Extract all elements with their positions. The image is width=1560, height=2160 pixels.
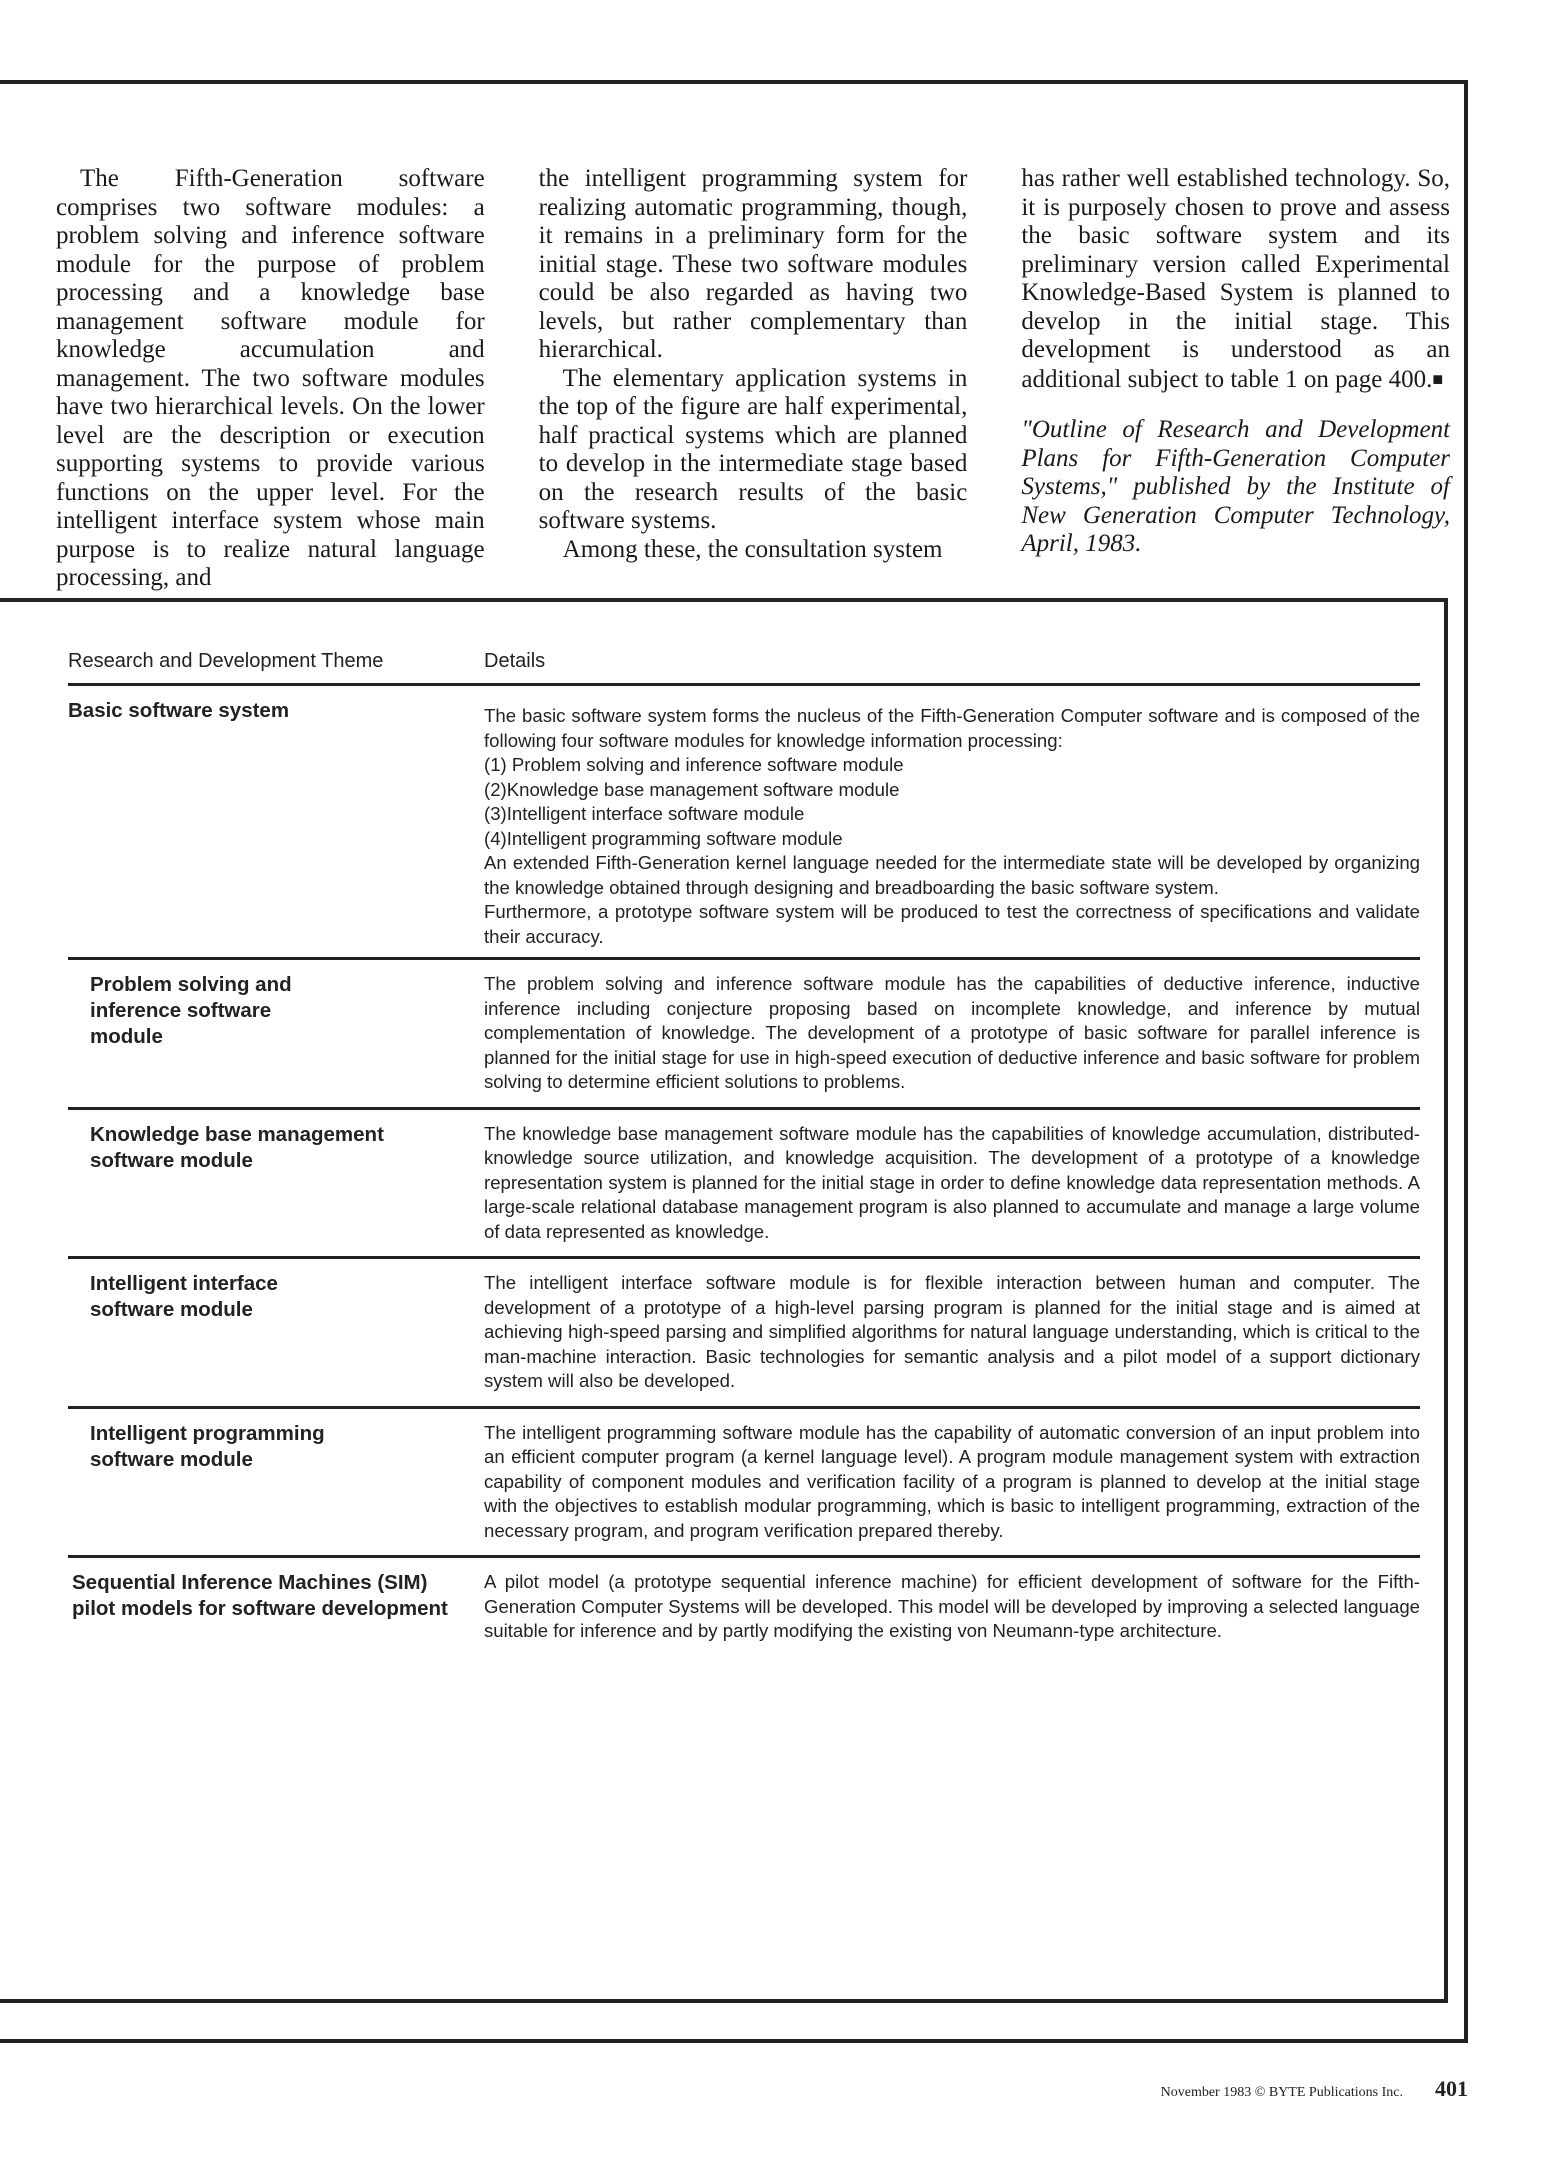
theme-cell: Problem solving and inference software module bbox=[90, 973, 292, 1048]
header-theme: Research and Development Theme bbox=[68, 650, 384, 672]
footer-credit: November 1983 © BYTE Publications Inc. bbox=[1160, 2085, 1403, 2100]
article-column-2 bbox=[539, 165, 968, 585]
theme-cell: Sequential Inference Machines (SIM) pilot models for software development bbox=[72, 1571, 448, 1620]
details-cell: The intelligent programming software module has the capability of automatic conversion of an input problem into an efficient computer program (a kernel language level). A program module management system with extraction capability of component modules and verification facility of a program is planned to develop at the initial stage with the objectives to establish modular programming, which is basic to intelligent programming, extraction of the necessary program, and program verification prepared thereby. bbox=[484, 1421, 1420, 1541]
article-paragraph bbox=[1021, 165, 1450, 394]
theme-cell: Intelligent programming software module bbox=[90, 1421, 325, 1471]
theme-cell: Knowledge base management software module bbox=[90, 1122, 384, 1172]
article-body bbox=[56, 165, 1451, 591]
header-details: Details bbox=[484, 650, 546, 672]
page-footer bbox=[1161, 2076, 1468, 2102]
table-header-row bbox=[68, 650, 1420, 686]
detail-line: (4)Intelligent programming software module bbox=[484, 827, 843, 849]
detail-line: An extended Fifth-Generation kernel language needed for the intermediate state will be developed by organizing the knowledge obtained through designing and breadboarding the basic software system. bbox=[484, 852, 1420, 898]
article-paragraph: The Fifth-Generation software comprises two software modules: a problem solving and inference software module for the purpose of problem processing and a knowledge base management software module for knowledge accumulation and management. The two software modules have two hierarchical levels. On the lower level are the description or execution supporting systems to provide various functions on the upper level. For the intelligent interface system whose main purpose is to realize natural language processing, and bbox=[56, 165, 485, 591]
article-paragraph: the intelligent programming system for realizing automatic programming, though, it remains in a preliminary form for the initial stage. These two software modules could be also regarded as having two levels, but rather complementary than hierarchical. bbox=[538, 165, 968, 363]
detail-line: Furthermore, a prototype software system will be produced to test the correctness of specifications and validate their accuracy. bbox=[484, 901, 1420, 947]
end-of-article-mark: ■ bbox=[1432, 368, 1444, 389]
details-cell: The intelligent interface software module is for flexible interaction between human and computer. The development of a prototype of a high-level parsing program is planned for the initial stage and is aimed at achieving high-speed parsing and simplified algorithms for natural language understanding, which is critical to the man-machine interaction. Basic technologies for semantic analysis and a pilot model of a support dictionary system will also be developed. bbox=[484, 1272, 1420, 1391]
table-row bbox=[68, 1558, 1420, 1656]
theme-cell: Intelligent interface software module bbox=[90, 1272, 278, 1321]
article-column-3 bbox=[1021, 165, 1450, 585]
detail-line: (1) Problem solving and inference software module bbox=[484, 754, 904, 775]
details-cell bbox=[484, 698, 1420, 949]
details-cell: A pilot model (a prototype sequential inference machine) for efficient development of software for the Fifth-Generation Computer Systems will be developed. This model will be developed by improving a selected language suitable for inference and by partly modifying the existing von Neumann-type architecture. bbox=[484, 1571, 1420, 1641]
table-row bbox=[68, 1259, 1420, 1409]
table-row bbox=[68, 686, 1420, 960]
article-paragraph: Among these, the consultation system bbox=[562, 535, 943, 563]
table-row bbox=[68, 1110, 1420, 1260]
research-development-table bbox=[68, 650, 1420, 1656]
article-paragraph: The elementary application systems in the top of the figure are half experimental, half practical systems which are planned to develop in the intermediate stage based on the research results of the basic software systems. bbox=[538, 364, 968, 534]
details-cell: The problem solving and inference software module has the capabilities of deductive inference, inductive inference including conjecture proposing based on incomplete knowledge, and inference by mutual complementation of knowledge. The development of a prototype of basic software for parallel inference is planned for the initial stage for use in high-speed execution of deductive inference and basic software for problem solving to determine efficient solutions to problems. bbox=[484, 973, 1420, 1092]
details-cell: The knowledge base management software module has the capabilities of knowledge accumulation, distributed-knowledge source utilization, and knowledge acquisition. The development of a prototype of a knowledge representation system is planned for the initial stage in order to define knowledge data representation methods. A large-scale relational database management program is also planned to accumulate and manage a large volume of data represented as knowledge. bbox=[484, 1122, 1420, 1242]
table-row bbox=[68, 1409, 1420, 1559]
article-column-1 bbox=[56, 165, 485, 591]
detail-line: (3)Intelligent interface software module bbox=[484, 803, 805, 824]
table-row bbox=[68, 960, 1420, 1110]
reference-citation: "Outline of Research and Development Plans for Fifth-Generation Computer Systems," published by the Institute of New Generation Computer Technology, April, 1983. bbox=[1021, 416, 1451, 557]
page-number: 401 bbox=[1435, 2076, 1468, 2101]
article-paragraph-text: has rather well established technology. So, it is purposely chosen to prove and assess the basic software system and its preliminary version called Experimental Knowledge-Based System is planned to develop in the initial stage. This development is understood as an additional subject to table 1 on page 400. bbox=[1021, 165, 1451, 393]
detail-line: The basic software system forms the nucleus of the Fifth-Generation Computer software and is composed of the following four software modules for knowledge information processing: bbox=[484, 705, 1420, 751]
detail-line: (2)Knowledge base management software module bbox=[484, 778, 900, 800]
theme-cell: Basic software system bbox=[68, 699, 290, 722]
